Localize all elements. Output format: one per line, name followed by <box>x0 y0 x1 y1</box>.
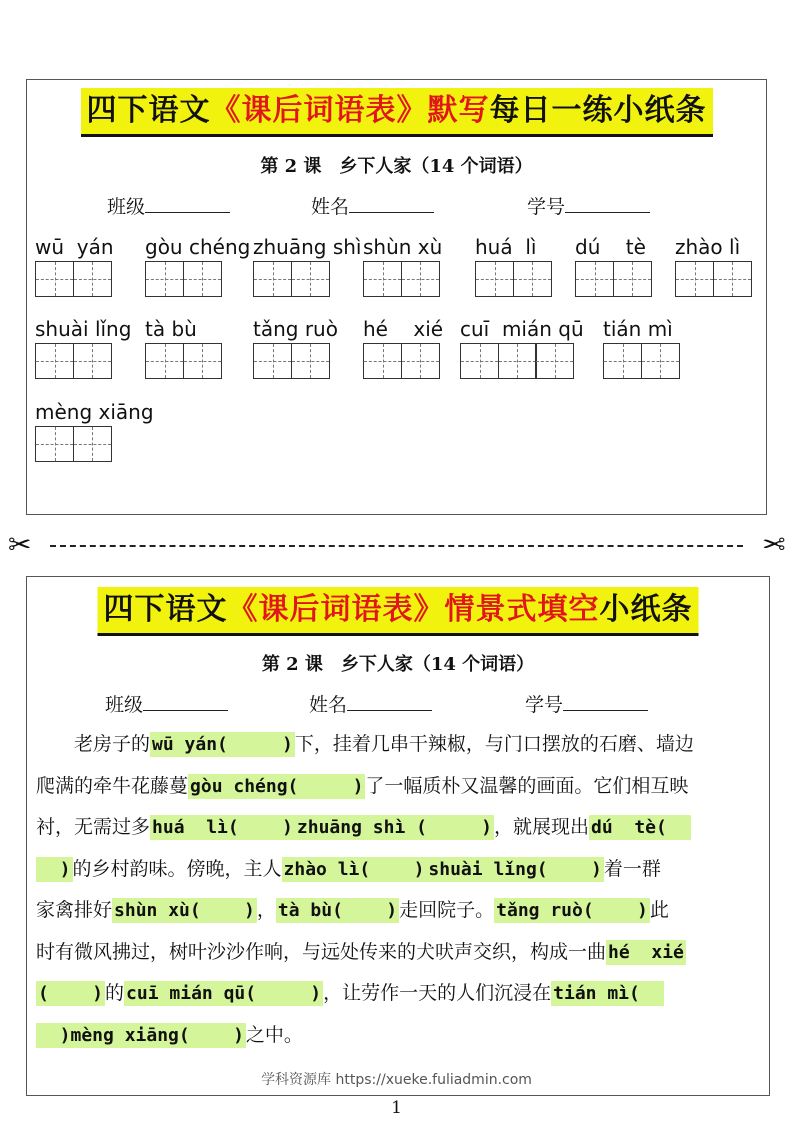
writing-boxes <box>145 261 220 297</box>
tianzige-box[interactable] <box>713 261 752 297</box>
pinyin-blank[interactable]: gòu chéng( ) <box>190 775 364 797</box>
pinyin-blank[interactable]: shùn xù( ) <box>114 900 255 921</box>
tianzige-box[interactable] <box>513 261 552 297</box>
tianzige-box[interactable] <box>575 261 614 297</box>
writing-boxes <box>35 261 110 297</box>
paragraph-text: 爬满的牵牛花藤蔓 <box>36 774 189 797</box>
paragraph-line <box>36 890 762 932</box>
paragraph-text: 时有微风拂过，树叶沙沙作响，与远处传来的犬吠声交织，构成一曲 <box>36 940 607 963</box>
pinyin-blank[interactable]: shuài lǐng( ) <box>428 858 602 880</box>
title-highlight: 《课后词语表》情景式填空 <box>227 592 600 627</box>
dictation-worksheet <box>26 79 767 515</box>
pinyin-label: gòu chéng <box>145 235 251 259</box>
tianzige-box[interactable] <box>35 343 74 379</box>
tianzige-box[interactable] <box>535 343 574 379</box>
pinyin-blank[interactable]: tián mì( <box>553 983 662 1004</box>
name-label: 姓名 <box>311 196 350 218</box>
title-part: 四下语文 <box>103 592 228 627</box>
tianzige-box[interactable] <box>183 343 222 379</box>
tianzige-box[interactable] <box>73 343 112 379</box>
pinyin-label: wū yán <box>35 235 114 259</box>
lesson-subtitle: 第 2 课 乡下人家（14 个词语） <box>260 156 533 177</box>
pinyin-blank[interactable]: ) <box>38 858 71 880</box>
paragraph-text: 下，挂着几串干辣椒，与门口摆放的石磨、墙边 <box>294 733 694 755</box>
title-part: 小纸条 <box>599 592 693 627</box>
pinyin-label: shùn xù <box>363 235 443 259</box>
tianzige-box[interactable] <box>603 343 642 379</box>
class-field[interactable] <box>105 690 228 717</box>
scissors-icon: ✂ <box>8 528 32 561</box>
paragraph-text: ，让劳作一天的人们沉浸在 <box>323 982 552 1004</box>
tianzige-box[interactable] <box>363 261 402 297</box>
class-label: 班级 <box>107 196 146 218</box>
pinyin-blank[interactable]: tǎng ruò( ) <box>496 900 648 921</box>
tianzige-box[interactable] <box>145 343 184 379</box>
page-number: 1 <box>391 1098 402 1118</box>
tianzige-box[interactable] <box>73 261 112 297</box>
writing-boxes <box>363 343 438 379</box>
paragraph-line <box>36 973 762 1015</box>
paragraph-text: 了一幅质朴又温馨的画面。它们相互映 <box>365 774 689 797</box>
number-field[interactable] <box>525 690 648 717</box>
tianzige-box[interactable] <box>291 261 330 297</box>
pinyin-label: hé xié <box>363 317 444 341</box>
paragraph-text: 家禽排好 <box>36 899 113 921</box>
tianzige-box[interactable] <box>498 343 537 379</box>
writing-boxes <box>35 426 110 462</box>
writing-boxes <box>363 261 438 297</box>
pinyin-blank[interactable]: hé xié <box>608 941 684 963</box>
pinyin-label: tǎng ruò <box>253 317 338 341</box>
number-field[interactable] <box>527 192 650 219</box>
pinyin-label: dú tè <box>575 235 646 259</box>
paragraph-text: 老房子的 <box>36 733 151 755</box>
tianzige-box[interactable] <box>641 343 680 379</box>
writing-boxes <box>253 261 328 297</box>
paragraph-text: 走回院子。 <box>399 899 495 921</box>
paragraph-text: ， <box>256 899 276 921</box>
title-highlight: 《课后词语表》默写 <box>210 93 490 128</box>
tianzige-box[interactable] <box>363 343 402 379</box>
pinyin-blank[interactable]: tà bù( ) <box>277 900 398 921</box>
tianzige-box[interactable] <box>401 343 440 379</box>
source-footer: 学科资源库 https://xueke.fuliadmin.com <box>261 1072 532 1088</box>
tianzige-box[interactable] <box>675 261 714 297</box>
pinyin-label: zhuāng shì <box>253 235 362 259</box>
tianzige-box[interactable] <box>291 343 330 379</box>
tianzige-box[interactable] <box>145 261 184 297</box>
pinyin-blank[interactable]: wū yán( ) <box>152 734 293 755</box>
paragraph-line <box>36 807 762 849</box>
paragraph-text: 的乡村韵味。傍晚，主人 <box>72 857 282 880</box>
pinyin-blank[interactable]: cuī mián qū( ) <box>126 983 322 1004</box>
pinyin-label: tián mì <box>603 317 673 341</box>
writing-boxes <box>460 343 573 379</box>
writing-boxes <box>35 343 110 379</box>
number-label: 学号 <box>527 196 566 218</box>
writing-boxes <box>675 261 750 297</box>
dashed-divider <box>50 545 743 547</box>
tianzige-box[interactable] <box>35 426 74 462</box>
number-label: 学号 <box>525 694 564 716</box>
writing-boxes <box>253 343 328 379</box>
writing-boxes <box>475 261 550 297</box>
paragraph-text: 着一群 <box>603 857 661 880</box>
scissors-icon: ✂ <box>761 528 785 561</box>
tianzige-box[interactable] <box>253 261 292 297</box>
paragraph-text: 衬，无需过多 <box>36 816 151 838</box>
pinyin-blank[interactable]: )mèng xiāng( ) <box>38 1024 244 1046</box>
tianzige-box[interactable] <box>253 343 292 379</box>
pinyin-label: shuài lǐng <box>35 317 132 341</box>
paragraph-text: 此 <box>649 899 669 921</box>
pinyin-blank[interactable]: zhuāng shì ( ) <box>296 817 492 838</box>
title-part: 每日一练小纸条 <box>489 93 707 128</box>
pinyin-label: tà bù <box>145 317 197 341</box>
paragraph-line <box>36 724 762 766</box>
writing-boxes <box>145 343 220 379</box>
worksheet1-title <box>81 88 713 137</box>
lesson-subtitle: 第 2 课 乡下人家（14 个词语） <box>261 654 535 675</box>
fill-in-paragraph <box>36 724 762 1056</box>
name-field[interactable] <box>309 690 432 717</box>
writing-boxes <box>575 261 650 297</box>
class-label: 班级 <box>105 694 144 716</box>
tianzige-box[interactable] <box>73 426 112 462</box>
pinyin-blank[interactable]: huá lì( ) <box>152 817 293 838</box>
pinyin-label: huá lì <box>475 235 537 259</box>
cut-line <box>8 530 785 560</box>
pinyin-blank[interactable]: zhào lì( ) <box>283 858 425 880</box>
name-field[interactable] <box>311 192 434 219</box>
tianzige-box[interactable] <box>183 261 222 297</box>
pinyin-label: zhào lì <box>675 235 741 259</box>
paragraph-line <box>36 932 762 974</box>
worksheet2-title <box>98 587 699 636</box>
paragraph-line <box>36 766 762 808</box>
paragraph-line <box>36 1015 762 1057</box>
title-part: 四下语文 <box>86 93 211 128</box>
class-field[interactable] <box>107 192 230 219</box>
paragraph-text: 之中。 <box>245 1023 303 1046</box>
tianzige-box[interactable] <box>613 261 652 297</box>
tianzige-box[interactable] <box>401 261 440 297</box>
tianzige-box[interactable] <box>475 261 514 297</box>
pinyin-label: cuī mián qū <box>460 317 584 341</box>
tianzige-box[interactable] <box>35 261 74 297</box>
paragraph-text: 的 <box>105 982 125 1004</box>
pinyin-blank[interactable]: dú tè( <box>591 817 689 838</box>
writing-boxes <box>603 343 678 379</box>
tianzige-box[interactable] <box>460 343 499 379</box>
paragraph-line <box>36 849 762 891</box>
pinyin-blank[interactable]: ( ) <box>38 983 104 1004</box>
paragraph-text: ，就展现出 <box>493 816 589 838</box>
name-label: 姓名 <box>309 694 348 716</box>
pinyin-label: mèng xiāng <box>35 400 154 424</box>
